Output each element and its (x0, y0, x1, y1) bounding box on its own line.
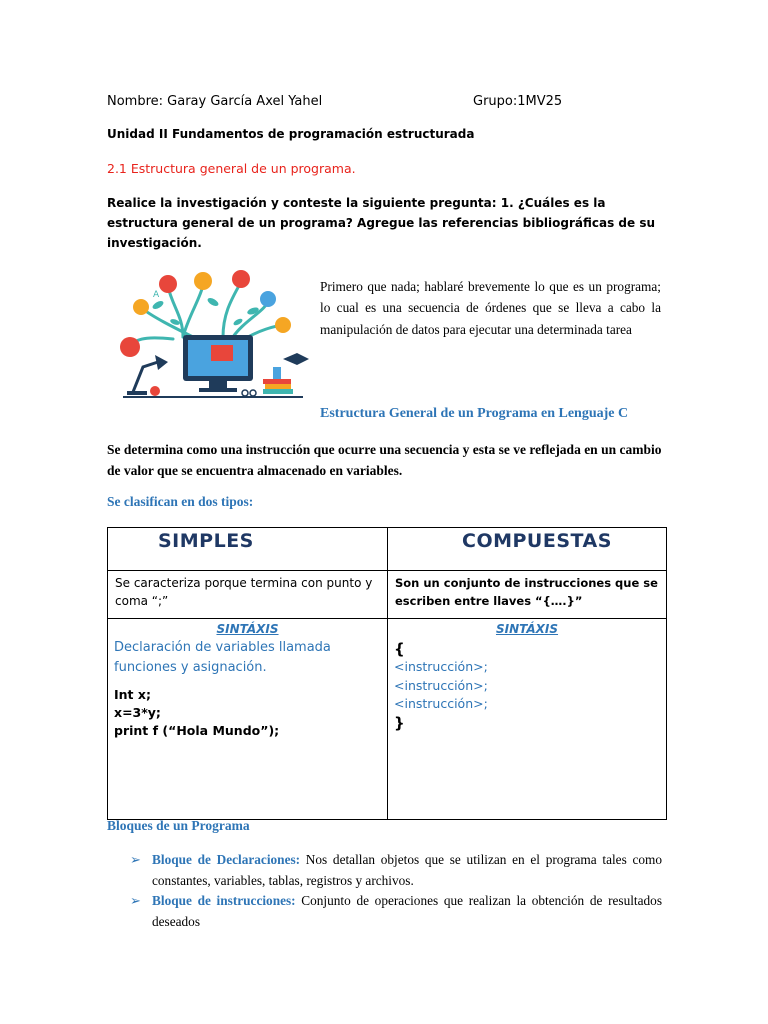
unit-title: Unidad II Fundamentos de programación estructurada (107, 127, 475, 141)
instruction-types-table (107, 527, 667, 820)
simple-description: Se caracteriza porque termina con punto y coma “;” (108, 571, 388, 619)
simple-header-cell (108, 528, 388, 571)
arrow-bullet-icon: ➢ (130, 852, 141, 867)
simple-syntax-heading: SINTÁXIS (216, 622, 279, 636)
code-line: print f (“Hola Mundo”); (114, 723, 280, 738)
svg-text:A: A (153, 290, 160, 300)
compound-description: Son un conjunto de instrucciones que se escriben entre llaves “{….}” (388, 571, 667, 619)
list-item-text (152, 890, 662, 932)
list-item-term: Bloque de Declaraciones: (152, 852, 301, 867)
list-item (130, 849, 662, 891)
list-item-term: Bloque de instrucciones: (152, 893, 296, 908)
definition-paragraph: Se determina como una instrucción que ocurre una secuencia y esta se ve reflejada en un cambio de valor que se encuentra almacenado en variables. (107, 442, 662, 478)
intro-paragraph: Primero que nada; hablaré brevemente lo que es un programa; lo cual es una secuencia de órdenes que se lleva a cabo la manipulación de datos para ejecutar una determinada tarea (320, 279, 661, 337)
compound-header-cell (388, 528, 667, 571)
simple-syntax-cell (108, 619, 388, 820)
simple-syntax-description: Declaración de variables llamada funciones y asignación. (114, 640, 331, 675)
instruction-line: <instrucción>; (394, 659, 488, 674)
compound-header: COMPUESTAS (462, 530, 612, 552)
simple-header: SIMPLES (158, 530, 254, 552)
compound-syntax-cell (388, 619, 667, 820)
list-item-description: Conjunto de operaciones que realizan la obtención de resultados deseados (152, 893, 662, 929)
types-heading: Se clasifican en dos tipos: (107, 494, 254, 509)
instruction-line: <instrucción>; (394, 677, 488, 693)
simple-code-block (108, 678, 387, 740)
education-technology-illustration (113, 267, 309, 407)
instruction-line: <instrucción>; (394, 696, 488, 711)
list-item-description: Nos detallan objetos que se utilizan en el programa tales como constantes, variables, tablas, registros y archivos. (152, 852, 662, 888)
technology-tree-icon (113, 267, 309, 407)
list-item (130, 890, 662, 932)
close-brace: } (394, 713, 405, 732)
list-item-text (152, 849, 662, 891)
section-title: 2.1 Estructura general de un programa. (107, 161, 356, 176)
group-label: Grupo:1MV25 (473, 94, 563, 109)
blocks-heading: Bloques de un Programa (107, 818, 250, 833)
compound-syntax-heading: SINTÁXIS (495, 622, 559, 636)
arrow-bullet-icon: ➢ (130, 893, 141, 908)
student-name: Nombre: Garay García Axel Yahel (107, 94, 323, 109)
code-line: Int x; (114, 687, 151, 702)
structure-heading: Estructura General de un Programa en Lenguaje C (320, 406, 629, 421)
assignment-question: Realice la investigación y conteste la siguiente pregunta: 1. ¿Cuáles es la estructura general de un programa? Agregue las referencias bibliográficas de su investigación. (107, 196, 656, 250)
code-line: x=3*y; (114, 705, 161, 720)
open-brace: { (394, 640, 405, 658)
